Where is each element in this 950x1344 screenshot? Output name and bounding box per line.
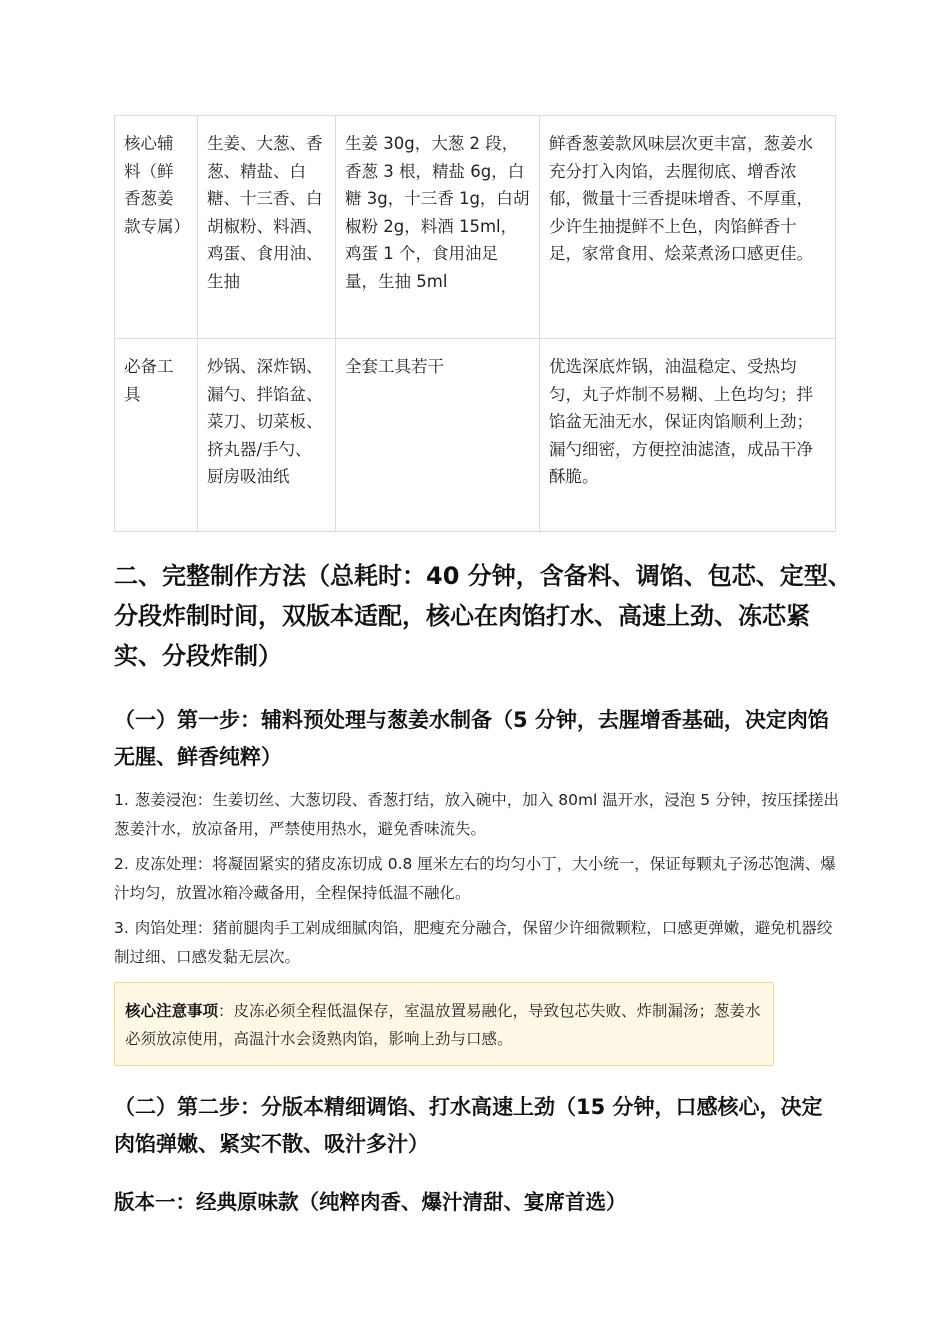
list-number: 2. (114, 855, 129, 873)
table-cell-ingredients: 生姜、大葱、香葱、精盐、白糖、十三香、白胡椒粉、料酒、鸡蛋、食用油、生抽 (198, 116, 336, 339)
caution-callout (114, 982, 774, 1066)
step2-heading: （二）第二步：分版本精细调馅、打水高速上劲（15 分钟，口感核心，决定肉馅弹嫩、紧实不散、吸汁多汁） (114, 1095, 823, 1156)
table-cell-note: 优选深底炸锅，油温稳定、受热均匀，丸子炸制不易糊、上色均匀；拌馅盆无油无水，保证肉馅顺利上劲；漏勺细密，方便控油滤渣，成品干净酥脆。 (540, 339, 836, 532)
version1-heading: 版本一：经典原味款（纯粹肉香、爆汁清甜、宴席首选） (114, 1190, 627, 1214)
table-cell-amount: 生姜 30g，大葱 2 段，香葱 3 根，精盐 6g，白糖 3g，十三香 1g，白胡椒粉 2g，料酒 15ml，鸡蛋 1 个，食用油足量，生抽 5ml (336, 116, 540, 339)
section-heading: 二、完整制作方法（总耗时：40 分钟，含备料、调馅、包芯、定型、分段炸制时间，双版本适配，核心在肉馅打水、高速上劲、冻芯紧实、分段炸制） (114, 562, 852, 670)
list-text: 肉馅处理：猪前腿肉手工剁成细腻肉馅，肥瘦充分融合，保留少许细微颗粒，口感更弹嫩，避免机器绞制过细、口感发黏无层次。 (114, 919, 833, 966)
list-text: 皮冻处理：将凝固紧实的猪皮冻切成 0.8 厘米左右的均匀小丁，大小统一，保证每颗丸子汤芯饱满、爆汁均匀，放置冰箱冷藏备用，全程保持低温不融化。 (114, 855, 836, 902)
table-cell-amount: 全套工具若干 (336, 339, 540, 532)
table-cell-item: 核心辅料（鲜香葱姜款专属） (115, 116, 198, 339)
step1-heading: （一）第一步：辅料预处理与葱姜水制备（5 分钟，去腥增香基础，决定肉馅无腥、鲜香纯粹） (114, 708, 829, 769)
list-number: 1. (114, 791, 129, 809)
table-cell-note: 鲜香葱姜款风味层次更丰富，葱姜水充分打入肉馅，去腥彻底、增香浓郁，微量十三香提味增香、不厚重，少许生抽提鲜不上色，肉馅鲜香十足，家常食用、烩菜煮汤口感更佳。 (540, 116, 836, 339)
list-item (114, 914, 839, 971)
table-cell-ingredients: 炒锅、深炸锅、漏勺、拌馅盆、菜刀、切菜板、挤丸器/手勺、厨房吸油纸 (198, 339, 336, 532)
list-number: 3. (114, 919, 129, 937)
callout-text: ：皮冻必须全程低温保存，室温放置易融化，导致包芯失败、炸制漏汤；葱姜水必须放凉使用，高温汁水会烫熟肉馅，影响上劲与口感。 (125, 1002, 761, 1048)
table-row (115, 339, 836, 532)
table-cell-item: 必备工具 (115, 339, 198, 532)
list-item (114, 786, 839, 843)
table-row (115, 116, 836, 339)
list-item (114, 850, 839, 907)
list-text: 葱姜浸泡：生姜切丝、大葱切段、香葱打结，放入碗中，加入 80ml 温开水，浸泡 5 分钟，按压揉搓出葱姜汁水，放凉备用，严禁使用热水，避免香味流失。 (114, 791, 839, 838)
callout-label: 核心注意事项 (125, 1002, 219, 1020)
ingredients-table (114, 115, 836, 532)
